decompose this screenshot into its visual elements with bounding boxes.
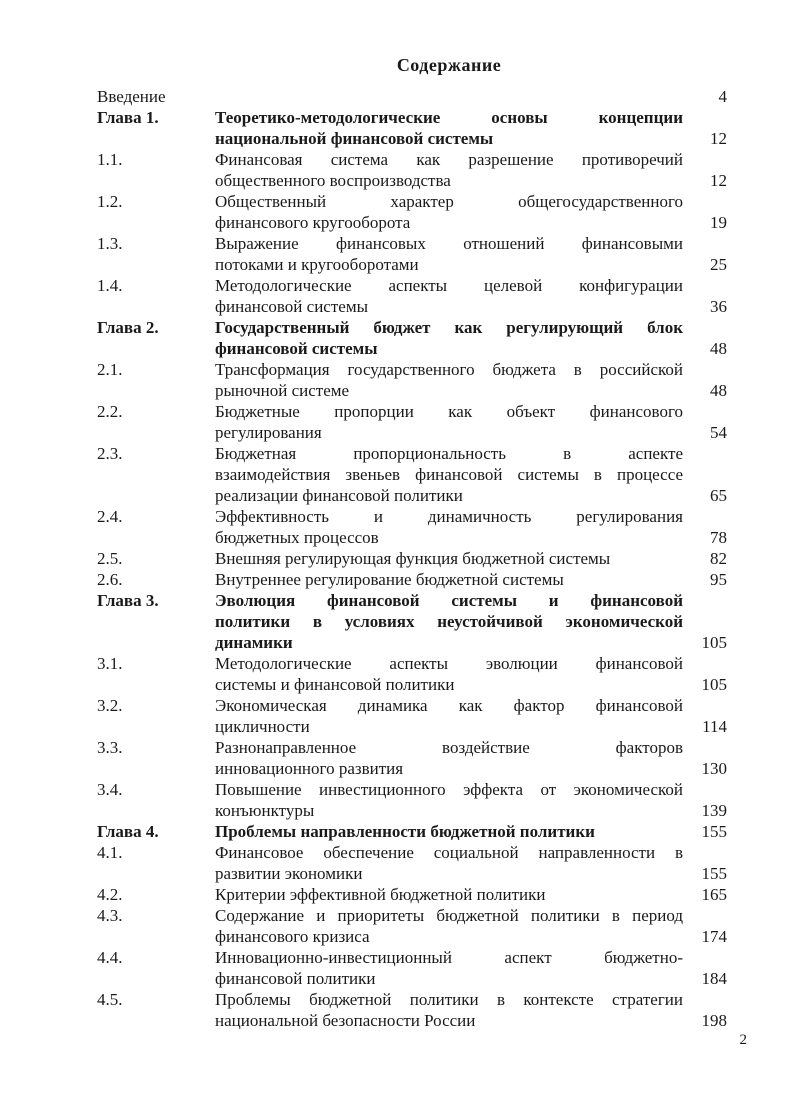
toc-entry-page-number: 114 [702,717,727,736]
toc-entry-title-line: Разнонаправленное воздействие факторов [215,738,683,757]
toc-entry [97,590,727,653]
toc-entry-title-line: финансовой системы [215,339,378,358]
toc-entry [97,821,727,842]
toc-entry-page-number: 54 [710,423,727,442]
toc-entry-label: 1.1. [97,150,123,169]
toc-list [97,86,727,1031]
toc-entry-label: 3.1. [97,654,123,673]
toc-entry-title-line: динамики [215,633,293,652]
toc-entry-title-line: конъюнктуры [215,801,315,820]
toc-entry-title [215,821,683,842]
toc-entry-title-line: бюджетных процессов [215,528,379,547]
toc-entry-title-line: Внутреннее регулирование бюджетной системы [215,570,564,589]
toc-entry-title-line: общественного воспроизводства [215,171,451,190]
toc-entry-title-line: Инновационно-инвестиционный аспект бюджетно- [215,948,683,967]
toc-entry [97,317,727,359]
toc-entry-page-number: 198 [701,1011,727,1030]
toc-entry-page-number: 78 [710,528,727,547]
toc-entry-page-number: 48 [710,339,727,358]
toc-entry-title-line: национальной безопасности России [215,1011,476,1030]
toc-entry-label: Глава 1. [97,108,159,127]
toc-entry-title [215,548,683,569]
toc-entry-page-number: 105 [701,633,727,652]
toc-entry [97,947,727,989]
toc-entry-title [215,233,683,275]
toc-entry-label: Глава 2. [97,318,159,337]
toc-entry-title-line: Методологические аспекты целевой конфигурации [215,276,683,295]
toc-entry-title [215,842,683,884]
toc-entry-page-number: 165 [701,885,727,904]
toc-entry-label: 4.5. [97,990,123,1009]
toc-entry-page-number: 19 [710,213,727,232]
toc-entry-title-line: развитии экономики [215,864,363,883]
toc-entry-label: 4.4. [97,948,123,967]
toc-entry-title-line: цикличности [215,717,310,736]
toc-entry-title [215,569,683,590]
toc-entry-title [215,275,683,317]
toc-entry [97,695,727,737]
toc-entry-title-line: Государственный бюджет как регулирующий блок [215,318,683,337]
toc-entry [97,548,727,569]
toc-entry-title [215,884,683,905]
toc-entry-label: Глава 3. [97,591,159,610]
toc-entry [97,884,727,905]
toc-entry-label: Введение [97,87,166,106]
toc-entry-page-number: 82 [710,549,727,568]
toc-entry-title-line: политики в условиях неустойчивой экономической [215,612,683,631]
toc-entry-title-line: Экономическая динамика как фактор финансовой [215,696,683,715]
toc-entry-title-line: системы и финансовой политики [215,675,455,694]
toc-entry [97,842,727,884]
toc-entry-title-line: реализации финансовой политики [215,486,463,505]
toc-entry-title-line: рыночной системе [215,381,350,400]
toc-entry-title-line: взаимодействия звеньев финансовой системы в процессе [215,465,683,484]
toc-entry-label: 2.4. [97,507,123,526]
toc-entry [97,86,727,107]
toc-entry-title [215,107,683,149]
toc-entry-title [215,86,683,107]
toc-entry [97,989,727,1031]
toc-entry-page-number: 95 [710,570,727,589]
toc-entry-title-line: Финансовая система как разрешение противоречий [215,150,683,169]
toc-entry-title-line: потоками и кругооборотами [215,255,419,274]
toc-entry-label: 3.4. [97,780,123,799]
toc-entry-title-line: Общественный характер общегосударственного [215,192,683,211]
toc-entry-label: 2.1. [97,360,123,379]
toc-entry-title-line: Теоретико-методологические основы концепции [215,108,683,127]
toc-entry-title-line: Эволюция финансовой системы и финансовой [215,591,683,610]
toc-entry-title-line: Повышение инвестиционного эффекта от экономической [215,780,683,799]
toc-entry-page-number: 130 [701,759,727,778]
toc-entry-title-line: Проблемы бюджетной политики в контексте стратегии [215,990,683,1009]
toc-entry-title [215,401,683,443]
toc-entry [97,233,727,275]
toc-entry-label: 1.3. [97,234,123,253]
toc-entry [97,779,727,821]
toc-entry [97,401,727,443]
toc-entry-page-number: 36 [710,297,727,316]
toc-entry [97,107,727,149]
toc-entry [97,506,727,548]
toc-entry-page-number: 155 [701,864,727,883]
toc-entry-title-line: финансовой политики [215,969,376,988]
toc-entry-title-line: регулирования [215,423,322,442]
toc-entry-title [215,779,683,821]
toc-entry [97,905,727,947]
toc-entry-title-line: Проблемы направленности бюджетной политики [215,822,595,841]
toc-entry-title-line: Эффективность и динамичность регулирования [215,507,683,526]
toc-entry-page-number: 174 [701,927,727,946]
toc-entry-title [215,905,683,947]
toc-entry-title-line: Выражение финансовых отношений финансовыми [215,234,683,253]
toc-entry-title-line: Методологические аспекты эволюции финансовой [215,654,683,673]
toc-entry-label: 2.5. [97,549,123,568]
toc-entry [97,653,727,695]
toc-entry-title [215,506,683,548]
toc-entry-label: 4.3. [97,906,123,925]
toc-entry-label: 1.4. [97,276,123,295]
page-title: Содержание [396,55,502,75]
toc-entry-title [215,359,683,401]
toc-entry-title-line: Критерии эффективной бюджетной политики [215,885,546,904]
footer-page-number: 2 [739,1032,747,1048]
toc-entry-label: 4.2. [97,885,123,904]
toc-entry-label: 1.2. [97,192,123,211]
toc-entry-title [215,149,683,191]
toc-entry-title [215,737,683,779]
toc-entry-page-number: 105 [701,675,727,694]
toc-entry-page-number: 25 [710,255,727,274]
toc-entry-page-number: 4 [718,87,727,106]
toc-entry-label: 4.1. [97,843,123,862]
toc-entry [97,443,727,506]
toc-entry-title-line: Бюджетные пропорции как объект финансового [215,402,683,421]
toc-entry-title-line: Финансовое обеспечение социальной направленности в [215,843,683,862]
toc-entry [97,149,727,191]
toc-entry-title-line: инновационного развития [215,759,404,778]
toc-entry-page-number: 139 [701,801,727,820]
toc-entry-title [215,191,683,233]
toc-entry-label: 3.3. [97,738,123,757]
toc-entry-page-number: 12 [710,171,727,190]
toc-entry [97,569,727,590]
toc-entry-title-line: финансового кругооборота [215,213,411,232]
toc-entry [97,359,727,401]
toc-entry-label: 2.2. [97,402,123,421]
toc-entry [97,737,727,779]
toc-entry-label: 2.6. [97,570,123,589]
toc-entry-title-line: Внешняя регулирующая функция бюджетной системы [215,549,611,568]
toc-entry-page-number: 155 [701,822,727,841]
toc-entry-page-number: 12 [710,129,727,148]
toc-entry-title [215,590,683,653]
toc-entry-title [215,989,683,1031]
toc-entry-title-line: Трансформация государственного бюджета в российской [215,360,683,379]
toc-entry-title-line: финансовой системы [215,297,368,316]
toc-entry [97,275,727,317]
toc-entry-title-line: национальной финансовой системы [215,129,494,148]
toc-entry-title-line: Содержание и приоритеты бюджетной политики в период [215,906,683,925]
toc-entry [97,191,727,233]
toc-entry-title-line: финансового кризиса [215,927,370,946]
toc-entry-label: 3.2. [97,696,123,715]
toc-entry-label: Глава 4. [97,822,159,841]
toc-entry-page-number: 184 [701,969,727,988]
toc-entry-title [215,317,683,359]
toc-entry-label: 2.3. [97,444,123,463]
toc-entry-title [215,947,683,989]
toc-entry-title [215,443,683,506]
toc-entry-page-number: 65 [710,486,727,505]
toc-entry-title [215,695,683,737]
toc-entry-title [215,653,683,695]
toc-entry-page-number: 48 [710,381,727,400]
toc-entry-title-line: Бюджетная пропорциональность в аспекте [215,444,683,463]
